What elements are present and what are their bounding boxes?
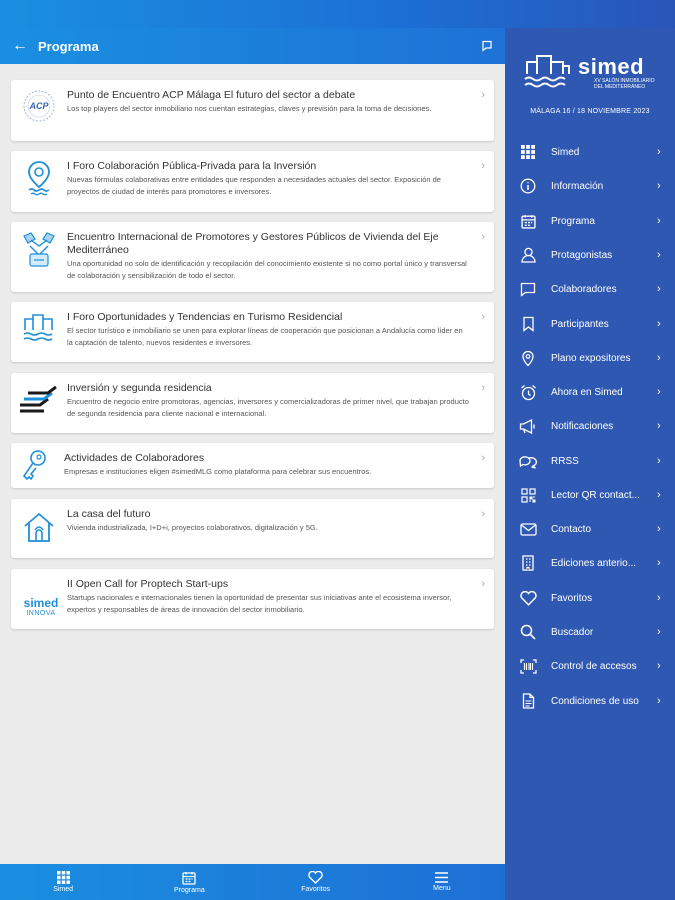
card-description: Nuevas fórmulas colaborativas entre entidades que responden a necesidades actuales del sector. Exposición de proyectos de ciudad de interés para promotores e inversores.	[67, 175, 441, 196]
location-pin-icon	[521, 350, 535, 367]
calendar-icon	[521, 214, 536, 229]
person-icon	[521, 247, 536, 263]
drawer-item-programa[interactable]	[505, 204, 675, 238]
card-title: Actividades de Colaboradores	[64, 452, 205, 464]
bookmark-icon	[522, 316, 535, 332]
document-icon	[522, 693, 535, 709]
card-title: Encuentro Internacional de Promotores y Gestores Públicos de Vivienda del Eje Mediterráneo	[67, 231, 439, 256]
card-title: I Foro Oportunidades y Tendencias en Turismo Residencial	[67, 311, 343, 323]
drawer-item-buscador[interactable]	[505, 615, 675, 649]
chevron-right-icon: ›	[657, 386, 661, 398]
drawer-item-label: RRSS	[551, 455, 579, 467]
bottom-nav-programa[interactable]	[126, 864, 252, 900]
logo-subtitle: XV SALÓN INMOBILIARIO DEL MEDITERRÁNEO	[594, 78, 655, 90]
drawer-item-contacto[interactable]	[505, 512, 675, 546]
chevron-right-icon: ›	[481, 160, 485, 172]
card-description: Los top players del sector inmobiliario nos cuentan estrategias, claves y previsión para la toma de decisiones.	[67, 104, 432, 113]
drawer-item-label: Condiciones de uso	[551, 695, 639, 707]
drawer-item-favoritos[interactable]	[505, 581, 675, 615]
drawer-item-colaboradores[interactable]	[505, 272, 675, 306]
bottom-nav-menu[interactable]	[379, 864, 505, 900]
search-icon	[520, 624, 536, 640]
chevron-right-icon: ›	[657, 489, 661, 501]
drawer-item-label: Control de accesos	[551, 660, 637, 672]
chevron-right-icon: ›	[657, 215, 661, 227]
card-description: Vivienda industrializada, I+D+i, proyectos colaborativos, digitalización y 5G.	[67, 523, 318, 532]
megaphone-icon	[519, 419, 537, 434]
chevron-right-icon: ›	[657, 523, 661, 535]
card-title: La casa del futuro	[67, 508, 151, 520]
handshake-icon	[11, 222, 67, 292]
drawer-item-label: Ediciones anterio...	[551, 557, 637, 569]
drawer-item-simed[interactable]	[505, 135, 675, 169]
drawer-item-ediciones-anteriores[interactable]	[505, 546, 675, 580]
program-list	[0, 64, 505, 864]
drawer-item-label: Favoritos	[551, 592, 593, 604]
chevron-right-icon: ›	[657, 660, 661, 672]
card-description: Encuentro de negocio entre promotoras, agencias, inversores y comercializadoras de primer nivel, que trabajan producto de segunda residencia para cliente nacional e internacional.	[67, 397, 469, 418]
house-icon	[11, 499, 67, 558]
logo-buildings-icon	[523, 52, 573, 92]
qr-code-icon	[521, 488, 536, 503]
card-description: El sector turístico e inmobiliario se unen para explorar líneas de cooperación que posicionan a Andalucía como líder en la captación de talento, nuevos residentes e inversores.	[67, 326, 463, 347]
barcode-scan-icon	[520, 659, 537, 674]
program-card-casa-futuro[interactable]	[11, 499, 494, 558]
grid-icon	[521, 145, 535, 159]
program-card-foro-colaboracion[interactable]	[11, 151, 494, 212]
logo-text-simed: simed	[23, 595, 59, 610]
bottom-nav-label: Simed	[53, 886, 74, 893]
card-title: I Foro Colaboración Pública-Privada para la Inversión	[67, 160, 317, 172]
chevron-right-icon: ›	[481, 311, 485, 323]
bottom-nav-label: Programa	[174, 886, 205, 894]
grid-icon	[57, 871, 70, 884]
drawer-item-ahora-en-simed[interactable]	[505, 375, 675, 409]
heart-icon	[520, 591, 537, 606]
card-description: Startups nacionales e internacionales tienen la oportunidad de presentar sus iniciativas ante el ecosistema inversor, expertos y responsables de áreas de innovación del sector inmobiliario.	[67, 593, 452, 614]
building-icon	[521, 555, 535, 571]
status-bar	[0, 0, 675, 28]
key-icon	[11, 443, 59, 488]
chevron-right-icon: ›	[657, 455, 661, 467]
chevron-right-icon: ›	[657, 557, 661, 569]
bottom-navigation	[0, 864, 505, 900]
menu-icon	[435, 872, 448, 883]
info-icon	[520, 178, 536, 194]
drawer-item-label: Colaboradores	[551, 283, 617, 295]
logo-date: MÁLAGA 16 / 18 NOVIEMBRE 2023	[530, 108, 650, 115]
simed-logo	[505, 28, 675, 136]
program-card-open-call-proptech[interactable]	[11, 569, 494, 629]
card-description: Empresas e instituciones eligen #simedMLG como plataforma para celebrar sus encuentros.	[64, 467, 372, 476]
program-card-encuentro-internacional[interactable]	[11, 222, 494, 292]
chevron-right-icon: ›	[481, 382, 485, 394]
page-title: Programa	[38, 38, 99, 54]
bottom-nav-label: Favoritos	[301, 886, 331, 893]
mail-icon	[520, 523, 537, 536]
bottom-nav-label: Menu	[433, 885, 451, 892]
program-card-actividades-colaboradores[interactable]	[11, 443, 494, 488]
drawer-item-label: Buscador	[551, 626, 594, 638]
drawer-item-label: Simed	[551, 146, 580, 158]
drawer-item-label: Contacto	[551, 523, 592, 535]
chevron-right-icon: ›	[657, 318, 661, 330]
chevron-right-icon: ›	[657, 626, 661, 638]
drawer-item-notificaciones[interactable]	[505, 409, 675, 443]
drawer-item-label: Programa	[551, 215, 595, 227]
chevron-right-icon: ›	[481, 452, 485, 464]
logo-name: simed	[578, 54, 645, 79]
chevron-right-icon: ›	[657, 249, 661, 261]
calendar-icon	[182, 871, 196, 885]
program-card-acp[interactable]	[11, 80, 494, 141]
program-card-turismo-residencial[interactable]	[11, 302, 494, 362]
drawer-item-label: Información	[551, 180, 604, 192]
buildings-waves-icon	[11, 302, 67, 362]
logo-text-innova: INNOVA	[26, 609, 56, 617]
chat-bubbles-icon	[518, 453, 538, 469]
chevron-right-icon: ›	[481, 578, 485, 590]
chevron-right-icon: ›	[481, 508, 485, 520]
drawer-item-label: Ahora en Simed	[551, 386, 623, 398]
drawer-item-condiciones-uso[interactable]	[505, 684, 675, 718]
drawer-item-lector-qr[interactable]	[505, 478, 675, 512]
card-title: Inversión y segunda residencia	[67, 382, 212, 394]
drawer-item-protagonistas[interactable]	[505, 238, 675, 272]
drawer-item-label: Plano expositores	[551, 352, 631, 364]
acp-logo	[11, 80, 67, 141]
drawer-item-plano-expositores[interactable]	[505, 341, 675, 375]
chevron-right-icon: ›	[481, 231, 485, 243]
bottom-nav-favoritos[interactable]	[253, 864, 379, 900]
bottom-nav-simed[interactable]	[0, 864, 126, 900]
arrow-left-icon[interactable]: ←	[12, 37, 28, 54]
chevron-right-icon: ›	[657, 695, 661, 707]
navigation-drawer	[505, 28, 675, 900]
program-card-segunda-residencia[interactable]	[11, 373, 494, 433]
chevron-right-icon: ›	[657, 592, 661, 604]
svg-text:ACP: ACP	[29, 101, 49, 111]
heart-icon	[308, 871, 323, 884]
chevron-right-icon: ›	[657, 146, 661, 158]
drawer-item-label: Protagonistas	[551, 249, 613, 261]
chevron-right-icon: ›	[657, 420, 661, 432]
layers-icon	[11, 373, 67, 433]
drawer-item-informacion[interactable]	[505, 169, 675, 203]
drawer-item-label: Participantes	[551, 318, 609, 330]
card-title: Punto de Encuentro ACP Málaga El futuro del sector a debate	[67, 89, 356, 101]
drawer-item-control-accesos[interactable]	[505, 649, 675, 683]
location-waves-icon	[11, 151, 67, 212]
flag-icon[interactable]	[477, 36, 497, 56]
chevron-right-icon: ›	[657, 283, 661, 295]
alarm-clock-icon	[520, 384, 537, 401]
drawer-item-rrss[interactable]	[505, 444, 675, 478]
chevron-right-icon: ›	[657, 352, 661, 364]
chevron-right-icon: ›	[657, 180, 661, 192]
drawer-item-participantes[interactable]	[505, 307, 675, 341]
chevron-right-icon: ›	[481, 89, 485, 101]
app-bar	[0, 28, 505, 64]
simed-innova-logo	[11, 569, 71, 629]
card-title: II Open Call for Proptech Start-ups	[67, 578, 229, 590]
drawer-item-label: Notificaciones	[551, 420, 614, 432]
card-description: Una oportunidad no solo de identificación y recopilación del conocimiento existente si no como portal único y transversal de colaboración y sensibilización de todo el sector.	[67, 259, 467, 280]
chat-icon	[520, 282, 536, 297]
drawer-item-label: Lector QR contact...	[551, 489, 640, 501]
